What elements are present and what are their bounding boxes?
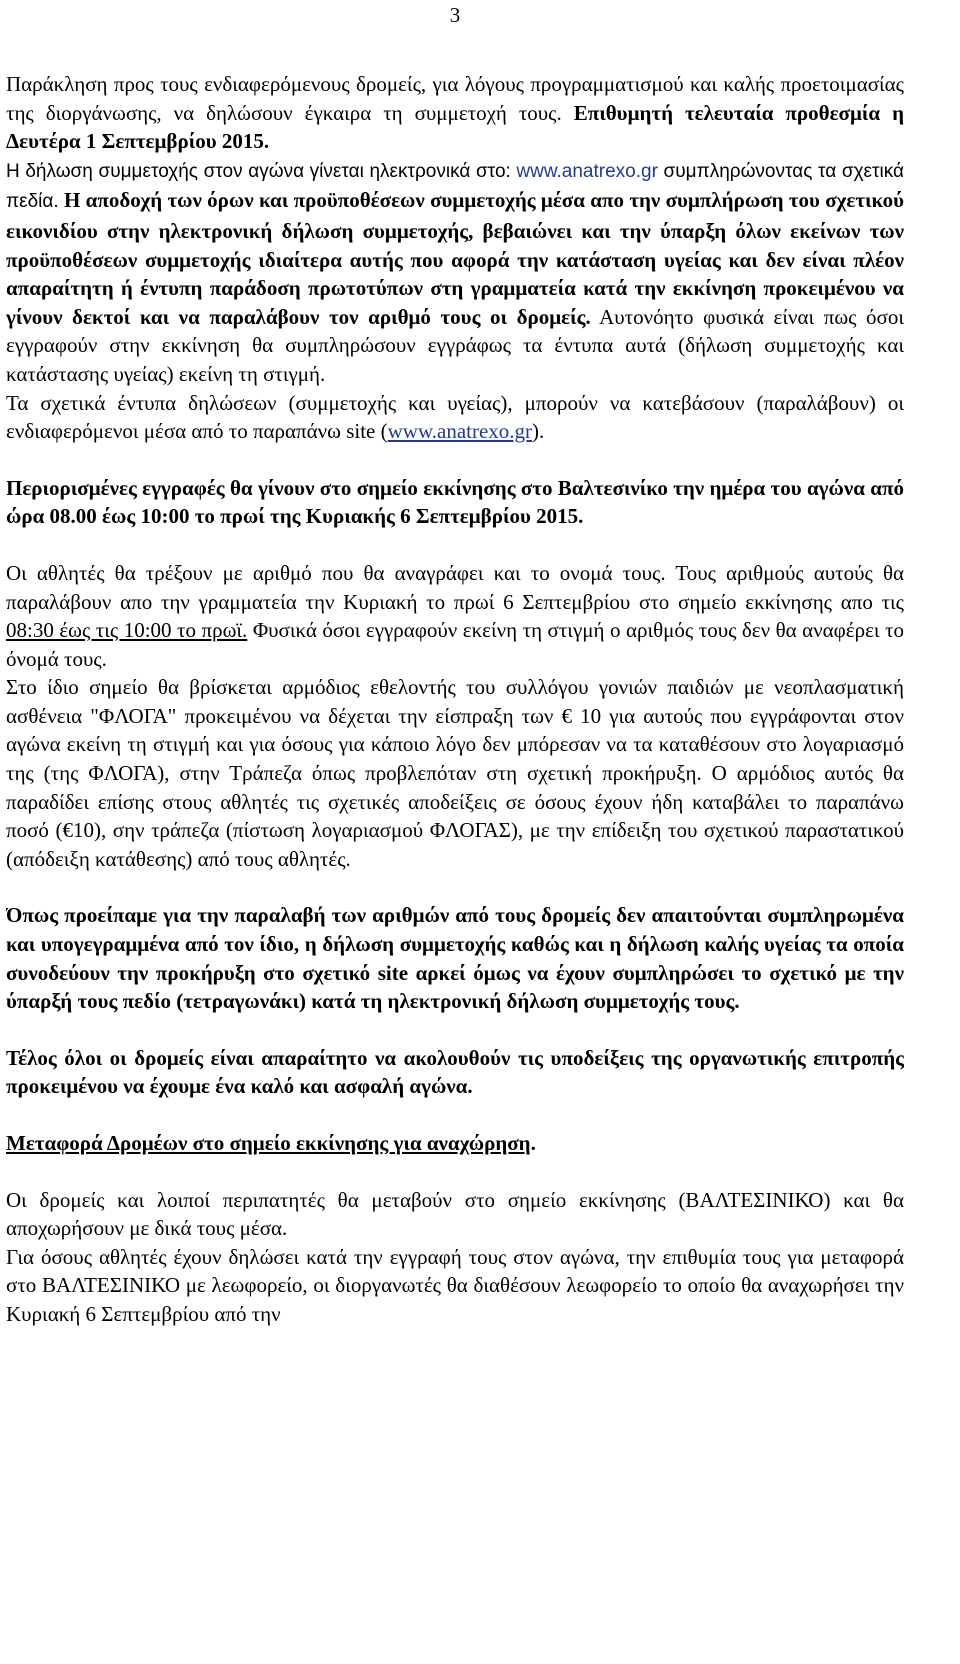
anatrexo-link-2[interactable]: www.anatrexo.gr bbox=[387, 419, 533, 444]
number-pickup-requirements-text: Όπως προείπαμε για την παραλαβή των αριθμών από τους δρομείς δεν απαιτούνται συμπληρωμένα και υπογεγραμμένα από τον ίδιο, η δήλωση συμμετοχής καθώς και η δήλωση καλής υγείας τα οποία συνοδεύουν την προκήρυξη στο σχετικό site αρκεί όμως να έχουν συμπληρώσει το σχετικό με την ύπαρξή τους πεδίο (τετραγωνάκι) κατά τη ηλεκτρονική δήλωση συμμετοχής τους. bbox=[6, 903, 904, 1014]
forms-download-end: ). bbox=[532, 419, 545, 444]
race-numbers-pickup: Τους αριθμούς αυτούς θα παραλάβουν απο την γραμματεία την Κυριακή το πρωί 6 Σεπτεμβρίου στο σημείο εκκίνησης απο τις bbox=[6, 560, 904, 614]
transport-own-means-text: Οι δρομείς και λοιποί περιπατητές θα μεταβούν στο σημείο εκκίνησης (ΒΑΛΤΕΣΙΝΙΚΟ) και θα αποχωρήσουν με δικά τους μέσα. bbox=[6, 1187, 904, 1241]
paragraph-online-registration bbox=[6, 156, 904, 389]
transport-bus-text: Για όσους αθλητές έχουν δηλώσει κατά την εγγραφή τους στον αγώνα, την επιθυμία τους για μεταφορά στο ΒΑΛΤΕΣΙΝΙΚΟ με λεωφορείο, οι διοργανωτές θα διαθέσουν λεωφορείο το οποίο θα αναχωρήσει την Κυριακή 6 Σεπτεμβρίου από την bbox=[6, 1244, 904, 1326]
spacer bbox=[6, 1101, 904, 1129]
spacer bbox=[6, 1158, 904, 1186]
organizing-committee-text: Τέλος όλοι οι δρομείς είναι απαραίτητο να ακολουθούν τις υποδείξεις της οργανωτικής επιτροπής προκειμένου να έχουμε ένα καλό και ασφαλή αγώνα. bbox=[6, 1045, 904, 1099]
document-page bbox=[6, 0, 904, 1664]
transport-heading-text: Μεταφορά Δρομέων στο σημείο εκκίνησης για αναχώρηση bbox=[6, 1131, 531, 1155]
fill-fields-text: συμπληρώνοντας τα σχετικά πεδία. bbox=[6, 160, 904, 213]
limited-registrations-text: Περιορισμένες εγγραφές θα γίνουν στο σημείο εκκίνησης στο Βαλτεσινίκο την ημέρα του αγώνα από ώρα 08.00 έως 10:00 το πρωί της Κυριακής 6 Σεπτεμβρίου 2015. bbox=[6, 475, 904, 529]
race-numbers-note: Φυσικά όσοι εγγραφούν εκείνη τη στιγμή ο αριθμός τους δεν θα αναφέρει το όνομά τους. bbox=[6, 618, 904, 671]
floga-volunteer-text: Στο ίδιο σημείο θα βρίσκεται αρμόδιος εθελοντής του συλλόγου γονιών παιδιών με νεοπλασματική ασθένεια "ΦΛΟΓΑ" προκειμένου να δέχεται την είσπραξη των € 10 για αυτούς που εγγράφονται στον αγώνα εκείνη τη στιγμή και για όσους για κάποιο λόγο δεν μπόρεσαν να τα καταθέσουν στο λογαριασμό της (της ΦΛΟΓΑ), στην Τράπεζα όπως προβλεπόταν στη σχετική προκήρυξη. Ο αρμόδιος αυτός θα παραδίδει επίσης στους αθλητές τις σχετικές αποδείξεις σε όσους έχουν ήδη καταβάλει το παραπάνω ποσό (€10), σην τράπεζα (πίστωση λογαριασμού ΦΛΟΓΑΣ), με την επίδειξη του σχετικού παραστατικού (απόδειξη κατάθεσης) από τους αθλητές. bbox=[6, 675, 904, 871]
paragraph-forms-download bbox=[6, 389, 904, 446]
paragraph-number-pickup-requirements bbox=[6, 901, 904, 1015]
spacer bbox=[6, 531, 904, 559]
registration-deadline: Επιθυμητή τελευταία προθεσμία η Δευτέρα 1 Σεπτεμβρίου 2015. bbox=[6, 100, 904, 154]
section-heading-transport bbox=[6, 1129, 904, 1158]
on-site-registration-note: Αυτονόητο φυσικά είναι πως όσοι εγγραφούν στην εκκίνηση θα συμπληρώσουν εγγράφως τα έντυπα αυτά (δήλωση συμμετοχής και κατάστασης υγείας) εκείνη τη στιγμή. bbox=[6, 304, 904, 386]
terms-acceptance-text: Η αποδοχή των όρων και προϋποθέσεων συμμετοχής μέσα απο την συμπλήρωση του σχετικού εικονιδίου στην ηλεκτρονική δήλωση συμμετοχής, βεβαιώνει και την ύπαρξη όλων εκείνων των προϋποθέσεων συμμετοχής ιδιαίτερα αυτής που αφορά την κατάσταση υγείας και δεν είναι πλέον απαραίτητη ή έντυπη παράδοση πρωτοτύπων στη γραμματεία κατά την εκκίνηση προκειμένου να γίνουν δεκτοί και να παραλάβουν τον αριθμό τους οι δρομείς. bbox=[6, 188, 904, 329]
online-registration-text: Η δήλωση συμμετοχής στον αγώνα γίνεται ηλεκτρονικά στο: bbox=[6, 160, 511, 182]
page-number: 3 bbox=[449, 3, 461, 27]
race-numbers-text: Οι αθλητές θα τρέξουν με αριθμό που θα αναγράφει και το ονομά τους. bbox=[6, 560, 666, 585]
paragraph-floga-volunteer bbox=[6, 673, 904, 873]
spacer bbox=[6, 1016, 904, 1044]
paragraph-transport-bus bbox=[6, 1243, 904, 1329]
registration-request-text: Παράκληση προς τους ενδιαφερόμενους δρομείς, για λόγους προγραμματισμού και καλής προετοιμασίας της διοργάνωσης, να δηλώσουν έγκαιρα τη συμμετοχή τους. bbox=[6, 72, 904, 125]
spacer bbox=[6, 446, 904, 474]
forms-download-text: Τα σχετικά έντυπα δηλώσεων (συμμετοχής και υγείας), μπορούν να κατεβάσουν (παραλάβουν) οι ενδιαφερόμενοι μέσα από το παραπάνω site ( bbox=[6, 390, 904, 444]
pickup-hours: 08:30 έως τις 10:00 το πρωϊ. bbox=[6, 618, 248, 643]
spacer bbox=[6, 873, 904, 901]
paragraph-registration-request bbox=[6, 70, 904, 156]
transport-heading-dot: . bbox=[530, 1131, 536, 1155]
anatrexo-link[interactable]: www.anatrexo.gr bbox=[516, 160, 658, 182]
paragraph-organizing-committee bbox=[6, 1044, 904, 1101]
paragraph-limited-registrations bbox=[6, 474, 904, 531]
paragraph-transport-own-means bbox=[6, 1186, 904, 1243]
paragraph-race-numbers bbox=[6, 559, 904, 673]
